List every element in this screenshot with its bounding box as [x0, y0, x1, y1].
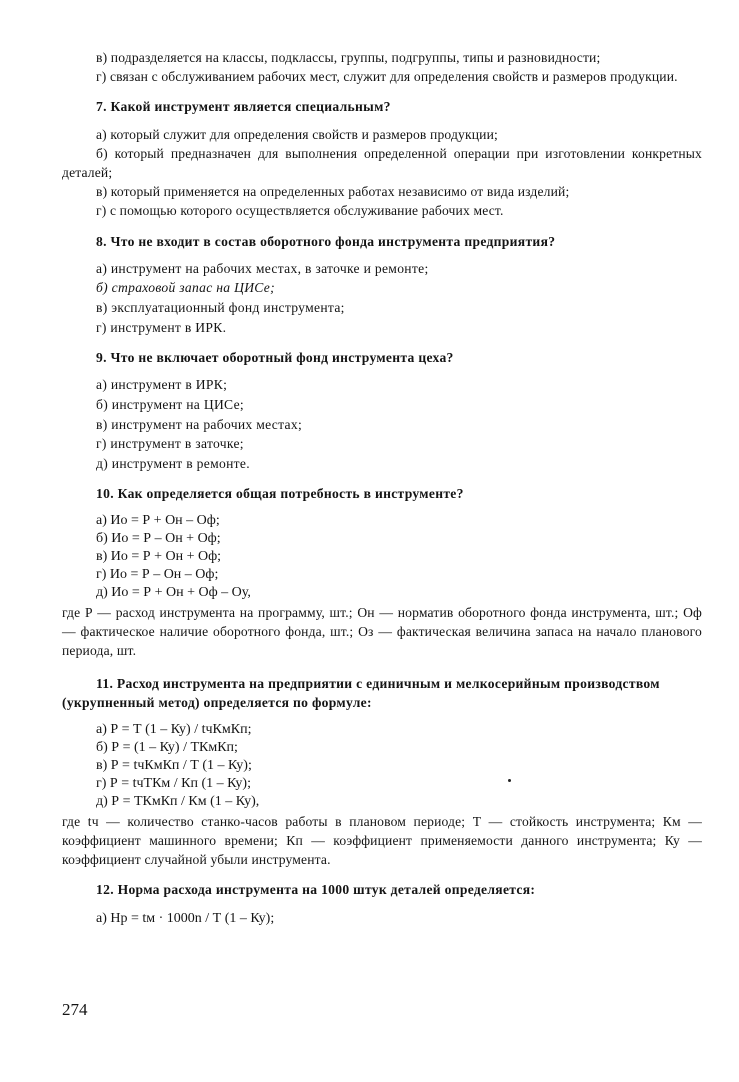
question-7-option: в) который применяется на определенных работах независимо от вида изделий; — [96, 184, 570, 200]
question-11-formula: д) Р = ТКмКп / Км (1 – Ку), — [96, 794, 260, 810]
question-9-option: г) инструмент в заточке; — [96, 436, 244, 452]
question-7-option: а) который служит для определения свойств и размеров продукции; — [96, 126, 498, 142]
question-10-note: где Р — расход инструмента на программу, шт.; Он — норматив оборотного фонда инструмента, шт.; Оф — фактическое наличие оборотного фонда, шт.; Оз — фактическая величина запаса на начало планового периода, шт. — [62, 604, 702, 658]
question-10-formula: а) Ио = Р + Он – Оф; — [96, 512, 220, 528]
continued-option-v: в) подразделяется на классы, подклассы, группы, подгруппы, типы и разновидности; — [96, 50, 601, 65]
page-number: 274 — [62, 1000, 88, 1019]
question-9-option: а) инструмент в ИРК; — [96, 377, 228, 393]
question-11-title: 11. Расход инструмента на предприятии с единичным и мелкосерийным производством (укрупненный метод) определяется по формуле: — [62, 676, 660, 711]
question-11-formula: а) Р = Т (1 – Ку) / tчКмКп; — [96, 721, 252, 737]
question-8-option: б) страховой запас на ЦИСе; — [96, 280, 275, 296]
question-10-formula: б) Ио = Р – Он + Оф; — [96, 530, 221, 546]
question-11-formula: г) Р = tчТКм / Кп (1 – Ку); — [96, 776, 251, 792]
question-12-title: 12. Норма расхода инструмента на 1000 штук деталей определяется: — [96, 882, 536, 898]
question-7-title: 7. Какой инструмент является специальным? — [96, 99, 391, 115]
question-8-option: г) инструмент в ИРК. — [96, 319, 227, 335]
question-7-option: б) который предназначен для выполнения определенной операции при изготовлении конкретных деталей; — [62, 145, 702, 181]
stray-dot-mark — [508, 779, 511, 782]
question-9-option: б) инструмент на ЦИСе; — [96, 397, 244, 412]
question-9-title: 9. Что не включает оборотный фонд инструмента цеха? — [96, 350, 454, 366]
question-11-note: где tч — количество станко-часов работы в плановом периоде; Т — стойкость инструмента; Км — коэффициент машинного времени; Кп — коэффициент применяемости данного инструмента; Ку — коэффициент случайной убыли инструмента. — [62, 813, 702, 868]
question-7-option: г) с помощью которого осуществляется обслуживание рабочих мест. — [96, 203, 504, 219]
question-10-title: 10. Как определяется общая потребность в инструменте? — [96, 486, 464, 502]
question-10-formula: д) Ио = Р + Он + Оф – Оу, — [96, 585, 251, 601]
document-page — [62, 48, 702, 929]
question-11-formula: в) Р = tчКмКп / Т (1 – Ку); — [96, 758, 252, 774]
question-8-option: в) эксплуатационный фонд инструмента; — [96, 300, 345, 316]
question-10-formula: г) Ио = Р – Он – Оф; — [96, 567, 219, 583]
question-10-formula: в) Ио = Р + Он + Оф; — [96, 548, 222, 564]
continued-option-g: г) связан с обслуживанием рабочих мест, служит для определения свойств и размеров продукции. — [96, 69, 678, 85]
question-8-option: а) инструмент на рабочих местах, в заточке и ремонте; — [96, 260, 429, 276]
question-12-formula: а) Нр = tм · 1000n / Т (1 – Ку); — [96, 911, 275, 927]
question-11-formula: б) Р = (1 – Ку) / ТКмКп; — [96, 739, 238, 755]
question-9-option: д) инструмент в ремонте. — [96, 455, 250, 471]
question-9-option: в) инструмент на рабочих местах; — [96, 416, 303, 432]
question-8-title: 8. Что не входит в состав оборотного фонда инструмента предприятия? — [96, 233, 556, 249]
